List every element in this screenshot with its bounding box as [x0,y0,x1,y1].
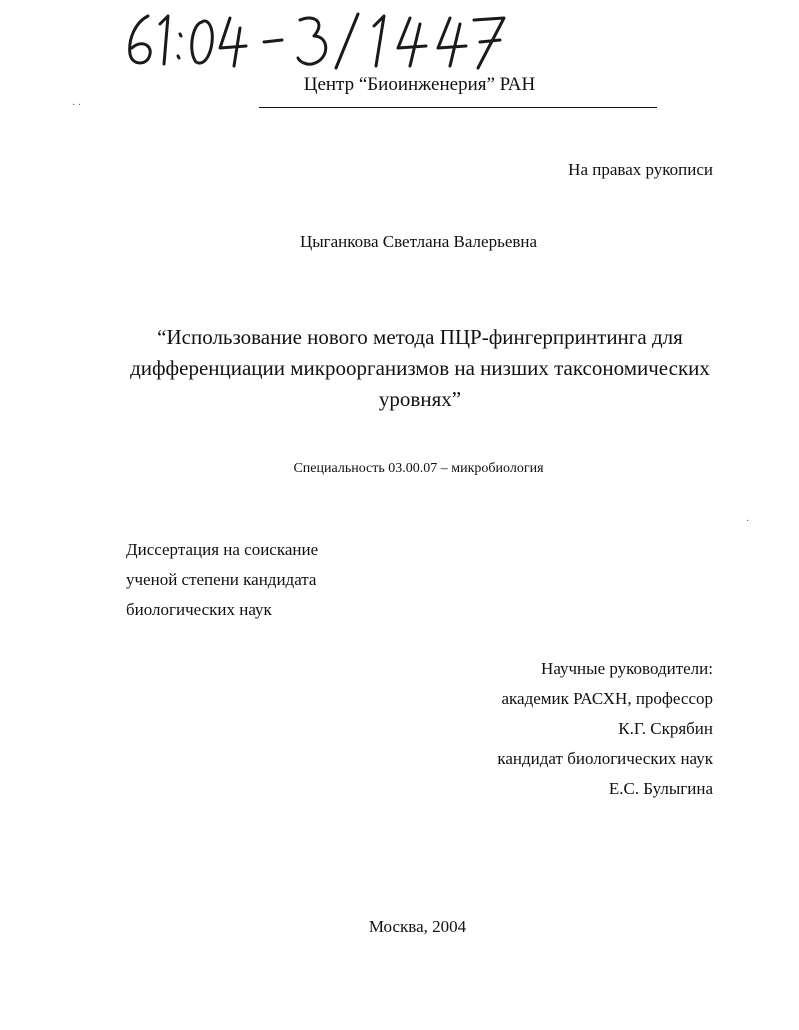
scientific-advisors [497,654,713,804]
author-name: Цыганкова Светлана Валерьевна [299,232,538,251]
title-line: уровнях” [378,387,462,411]
header-divider [259,107,657,108]
advisor-title: кандидат биологических наук [497,749,713,768]
title-line: “Использование нового метода ПЦР-фингерпринтинга для [157,325,683,349]
title-line: дифференциации микроорганизмов на низших таксономических [130,356,710,380]
institution-name: Центр “Биоинженерия” РАН [303,74,536,95]
advisor-title: академик РАСХН, профессор [501,689,713,708]
handwritten-code-drawing [118,8,518,76]
scan-speck: · · [72,100,82,111]
advisor-name: К.Г. Скрябин [618,719,713,738]
specialty: Специальность 03.00.07 – микробиология [293,461,544,476]
degree-statement [126,535,318,625]
dissertation-title [120,322,720,415]
scan-speck: · [746,516,750,527]
manuscript-note: На правах рукописи [568,160,713,179]
handwritten-archive-code [118,8,518,76]
degree-line: биологических наук [126,600,272,619]
degree-line: Диссертация на соискание [126,540,319,559]
advisor-name: Е.С. Булыгина [608,779,713,798]
advisors-heading: Научные руководители: [541,659,713,678]
city-and-year: Москва, 2004 [368,917,467,936]
degree-line: ученой степени кандидата [126,570,317,589]
